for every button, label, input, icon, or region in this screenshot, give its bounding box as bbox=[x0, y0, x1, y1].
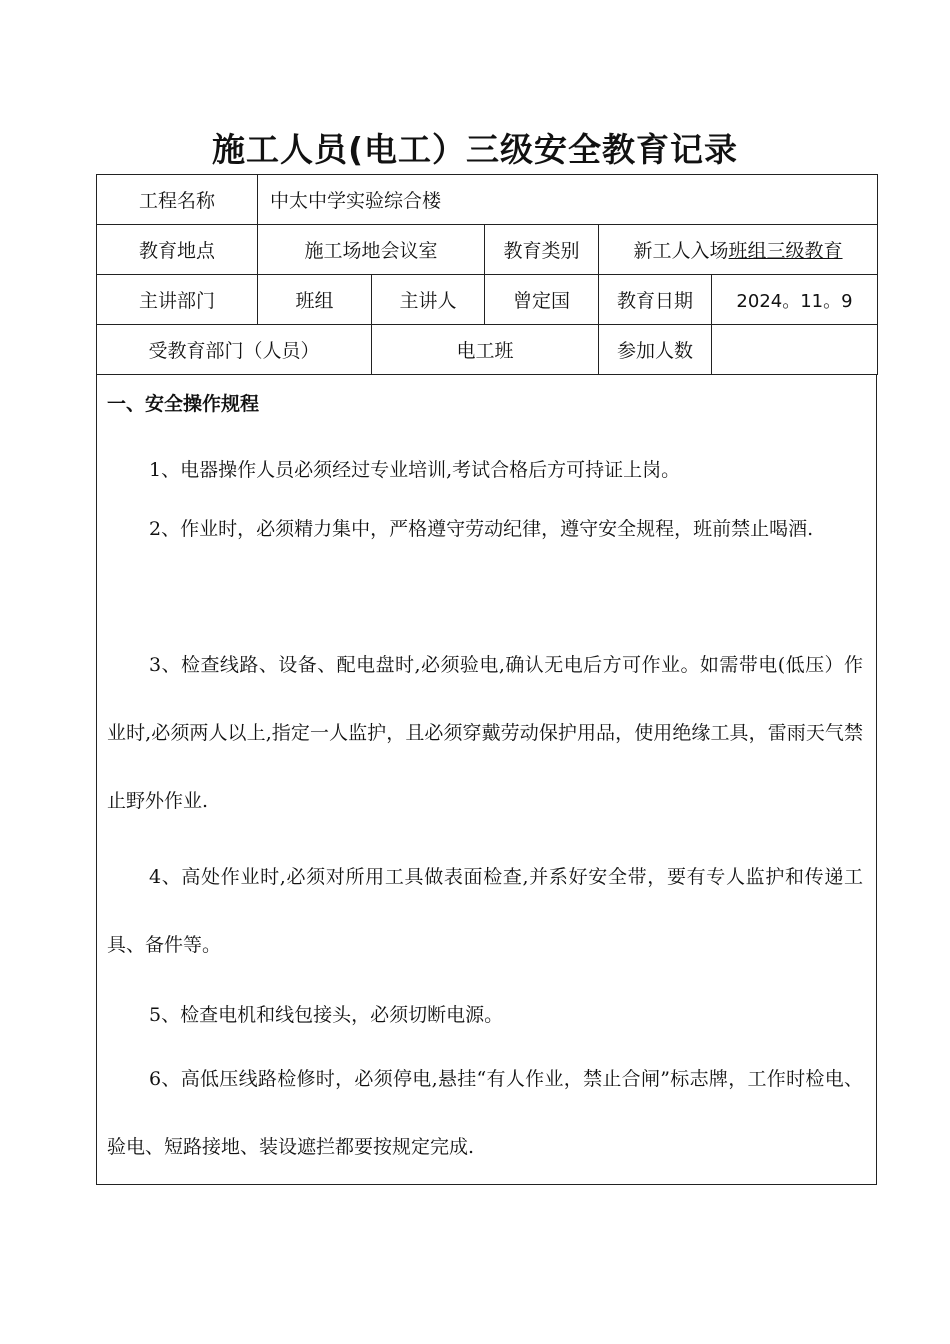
location-label: 教育地点 bbox=[97, 225, 258, 275]
rule-item-6: 6、高低压线路检修时，必须停电,悬挂“有人作业，禁止合闸”标志牌，工作时检电、验电、短路接地、装设遮拦都要按规定完成. bbox=[107, 1068, 863, 1158]
content-box bbox=[96, 375, 877, 1185]
location-row bbox=[97, 225, 878, 275]
rule-item-3: 3、检查线路、设备、配电盘时,必须验电,确认无电后方可作业。如需带电(低压）作业时,必须两人以上,指定一人监护，且必须穿戴劳动保护用品，使用绝缘工具，雷雨天气禁止野外作业. bbox=[107, 654, 863, 812]
rule-item-1: 1、电器操作人员必须经过专业培训,考试合格后方可持证上岗。 bbox=[149, 459, 681, 481]
category-label: 教育类别 bbox=[485, 225, 599, 275]
rule-item-2: 2、作业时，必须精力集中，严格遵守劳动纪律，遵守安全规程，班前禁止喝酒. bbox=[149, 518, 814, 540]
trainee-value: 电工班 bbox=[372, 325, 599, 375]
dept-value: 班组 bbox=[258, 275, 372, 325]
document-title: 施工人员(电工）三级安全教育记录 bbox=[211, 130, 739, 169]
info-table bbox=[96, 174, 878, 375]
speaker-value: 曾定国 bbox=[485, 275, 599, 325]
speaker-label: 主讲人 bbox=[372, 275, 485, 325]
project-row bbox=[97, 175, 878, 225]
date-value: 2024。11。9 bbox=[712, 275, 878, 325]
trainee-label: 受教育部门（人员） bbox=[97, 325, 372, 375]
rule-item-5: 5、检查电机和线包接头，必须切断电源。 bbox=[149, 1004, 504, 1026]
count-value bbox=[712, 325, 878, 375]
date-label: 教育日期 bbox=[599, 275, 712, 325]
section-heading: 一、安全操作规程 bbox=[107, 393, 260, 415]
dept-label: 主讲部门 bbox=[97, 275, 258, 325]
category-value bbox=[599, 225, 878, 275]
project-label: 工程名称 bbox=[97, 175, 258, 225]
rule-item-4: 4、高处作业时,必须对所用工具做表面检查,并系好安全带，要有专人监护和传递工具、备件等。 bbox=[107, 866, 863, 956]
count-label: 参加人数 bbox=[599, 325, 712, 375]
trainee-row bbox=[97, 325, 878, 375]
project-value: 中太中学实验综合楼 bbox=[258, 175, 878, 225]
category-value-underlined: 班组三级教育 bbox=[728, 240, 843, 262]
location-value: 施工场地会议室 bbox=[258, 225, 485, 275]
category-value-plain: 新工人入场 bbox=[633, 240, 729, 262]
speaker-row bbox=[97, 275, 878, 325]
